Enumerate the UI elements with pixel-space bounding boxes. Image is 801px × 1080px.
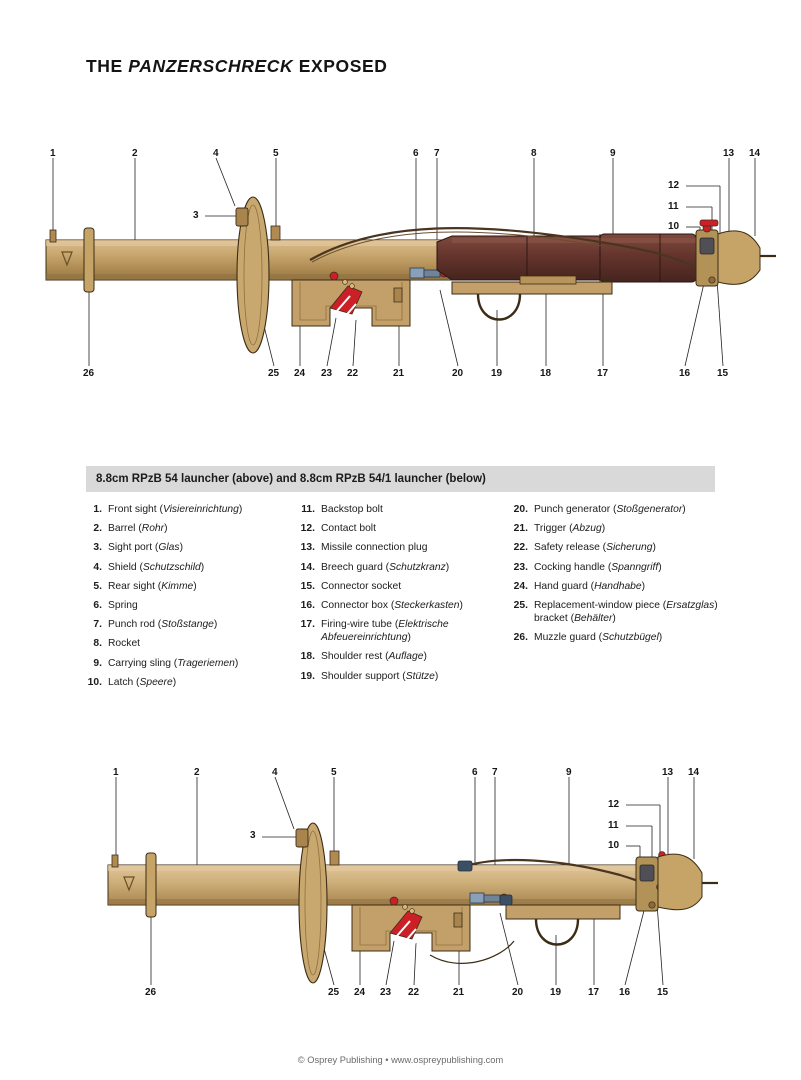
key-number: 7. [93, 619, 102, 631]
trigger-assembly [292, 272, 410, 326]
key-number: 2. [93, 523, 102, 535]
key-label: Trigger (Abzug) [534, 523, 606, 535]
callout-18: 18 [540, 368, 552, 379]
connector-box-2 [640, 865, 654, 881]
key-label: Safety release (Sicherung) [534, 542, 656, 554]
key-number: 4. [93, 561, 102, 573]
key-header [86, 466, 715, 492]
key-number: 23. [513, 561, 528, 573]
page-title [86, 56, 388, 77]
callout-b-17: 17 [588, 987, 600, 998]
rocket [437, 234, 696, 282]
callout-b-5: 5 [331, 767, 337, 778]
key-label: Barrel (Rohr) [108, 523, 168, 535]
key-label: Rear sight (Kimme) [108, 580, 197, 592]
key-label: Missile connection plug [321, 542, 428, 554]
front-sight [50, 230, 56, 242]
callout-4: 4 [213, 148, 219, 159]
blast-shield-2 [296, 823, 327, 983]
callout-b-22: 22 [408, 987, 420, 998]
connector-socket-2 [649, 902, 655, 908]
figure-rpzb54-1 [0, 745, 801, 1015]
key-number: 20. [513, 504, 528, 515]
key-label: Contact bolt [321, 523, 376, 535]
sight-port-2 [296, 829, 308, 847]
callout-b-6: 6 [472, 767, 478, 778]
callout-b-15: 15 [657, 987, 669, 998]
callout-b-14: 14 [688, 767, 700, 778]
key-label: Rocket [108, 638, 141, 650]
callout-21: 21 [393, 368, 405, 379]
key-label: Shoulder support (Stütze) [321, 670, 439, 682]
list-item [512, 599, 725, 625]
key-number: 8. [93, 638, 102, 650]
list-item [299, 503, 512, 516]
list-item [512, 561, 725, 574]
callout-16: 16 [679, 368, 691, 379]
title-post: EXPOSED [293, 56, 388, 76]
list-item [299, 670, 512, 683]
list-item [512, 580, 725, 593]
sling-mount-front [458, 861, 472, 871]
shoulder-rest-2 [506, 905, 620, 919]
list-item [86, 580, 299, 593]
list-item [86, 522, 299, 535]
key-number: 14. [300, 561, 315, 573]
callout-2: 2 [132, 148, 138, 159]
list-item [86, 561, 299, 574]
callout-15: 15 [717, 368, 729, 379]
key-label: Muzzle guard (Schutzbügel) [534, 632, 663, 644]
list-item [512, 522, 725, 535]
callout-b-3: 3 [250, 830, 256, 841]
key-number: 3. [93, 542, 102, 554]
callout-3: 3 [193, 210, 199, 221]
key-label: Replacement-window piece (Ersatzglas) bracket (Behälter) [534, 599, 718, 624]
key-number: 1. [93, 504, 102, 515]
muzzle-guard-2 [146, 853, 156, 917]
key-number: 11. [301, 504, 315, 515]
sling-mount-rear [500, 895, 512, 905]
list-item [512, 541, 725, 554]
list-item [86, 541, 299, 554]
key-label: Latch (Speere) [108, 676, 177, 688]
list-item [86, 637, 299, 650]
rear-sight-2 [330, 851, 339, 865]
shoulder-support [478, 294, 520, 320]
trigger-assembly-2 [352, 897, 470, 951]
callout-b-4: 4 [272, 767, 278, 778]
list-item [299, 580, 512, 593]
callout-20: 20 [452, 368, 464, 379]
callout-8: 8 [531, 148, 537, 159]
breech-guard-2 [658, 854, 702, 910]
key-list [86, 503, 726, 695]
list-item [299, 561, 512, 574]
callout-b-24: 24 [354, 987, 366, 998]
list-item [299, 650, 512, 663]
callout-b-21: 21 [453, 987, 465, 998]
callout-17: 17 [597, 368, 609, 379]
callout-13: 13 [723, 148, 735, 159]
list-item [86, 503, 299, 516]
callout-b-25: 25 [328, 987, 340, 998]
rear-sight [271, 226, 280, 240]
footer-copyright: © Osprey Publishing • www.ospreypublishing.com [297, 1055, 504, 1065]
callout-b-1: 1 [113, 767, 119, 778]
callout-b-9: 9 [566, 767, 572, 778]
key-label: Front sight (Visiereinrichtung) [108, 504, 243, 515]
breech-assembly-2 [636, 852, 718, 911]
key-label: Spring [108, 599, 138, 611]
callout-b-16: 16 [619, 987, 631, 998]
key-number: 24. [513, 580, 528, 592]
list-item [299, 618, 512, 644]
callout-19: 19 [491, 368, 503, 379]
key-label: Connector socket [321, 580, 402, 592]
callout-25: 25 [268, 368, 280, 379]
figure-rpzb54 [0, 130, 801, 400]
key-number: 15. [300, 580, 315, 592]
list-item [86, 599, 299, 612]
list-item [86, 676, 299, 689]
list-item [512, 631, 725, 644]
key-label: Backstop bolt [321, 504, 383, 515]
breech-guard [718, 231, 760, 285]
breech-assembly [696, 220, 776, 286]
key-number: 9. [93, 657, 102, 669]
key-header-label: 8.8cm RPzB 54 launcher (above) and 8.8cm RPzB 54/1 launcher (below) [96, 473, 486, 485]
front-sight-2 [112, 855, 118, 867]
key-label: Firing-wire tube (Elektrische Abfeuereinrichtung) [321, 619, 449, 644]
backstop-bolt [700, 220, 718, 226]
callout-b-7: 7 [492, 767, 498, 778]
list-item [512, 503, 725, 516]
callout-23: 23 [321, 368, 333, 379]
list-item [299, 522, 512, 535]
key-number: 10. [87, 676, 102, 688]
connector-box [700, 238, 714, 254]
callout-b-13: 13 [662, 767, 674, 778]
callout-1: 1 [50, 148, 56, 159]
key-label: Cocking handle (Spanngriff) [534, 561, 662, 573]
callout-b-2: 2 [194, 767, 200, 778]
callout-9: 9 [610, 148, 616, 159]
key-number: 16. [300, 599, 315, 611]
shoulder-support-2 [536, 919, 578, 945]
list-item [299, 541, 512, 554]
callout-b-23: 23 [380, 987, 392, 998]
blast-shield [236, 197, 269, 353]
title-pre: THE [86, 56, 129, 76]
callout-14: 14 [749, 148, 761, 159]
callout-b-19: 19 [550, 987, 562, 998]
key-number: 26. [513, 632, 528, 644]
key-label: Shield (Schutzschild) [108, 561, 205, 573]
title-italic: PANZERSCHRECK [128, 56, 294, 76]
muzzle-guard [84, 228, 94, 292]
callout-b-11: 11 [608, 820, 619, 831]
key-label: Breech guard (Schutzkranz) [321, 561, 450, 573]
callout-5: 5 [273, 148, 279, 159]
key-label: Sight port (Glas) [108, 542, 183, 554]
list-item [299, 599, 512, 612]
launcher-tube-2 [108, 865, 648, 905]
callout-22: 22 [347, 368, 359, 379]
key-number: 18. [300, 651, 315, 663]
key-number: 19. [300, 670, 315, 682]
key-label: Punch generator (Stoßgenerator) [534, 504, 686, 515]
callout-26: 26 [83, 368, 95, 379]
key-label: Carrying sling (Trageriemen) [108, 657, 239, 669]
key-label: Punch rod (Stoßstange) [108, 619, 218, 631]
key-label: Connector box (Steckerkasten) [321, 599, 463, 611]
callout-b-26: 26 [145, 987, 157, 998]
callout-b-10: 10 [608, 840, 620, 851]
callout-12: 12 [668, 180, 680, 191]
list-item [86, 657, 299, 670]
trigger-2 [454, 913, 462, 927]
connector-socket [709, 277, 715, 283]
key-number: 25. [513, 599, 528, 611]
key-number: 12. [300, 523, 315, 535]
list-item [86, 618, 299, 631]
callout-b-12: 12 [608, 799, 620, 810]
callout-6: 6 [413, 148, 419, 159]
callout-11: 11 [668, 201, 679, 212]
key-number: 22. [513, 542, 528, 554]
key-label: Shoulder rest (Auflage) [321, 651, 427, 663]
callout-7: 7 [434, 148, 440, 159]
callout-b-20: 20 [512, 987, 524, 998]
key-column-1 [86, 503, 299, 695]
callout-10: 10 [668, 221, 680, 232]
key-number: 5. [93, 580, 102, 592]
key-number: 13. [300, 542, 315, 554]
key-number: 6. [93, 599, 102, 611]
key-column-2 [299, 503, 512, 695]
key-column-3 [512, 503, 725, 695]
key-label: Hand guard (Handhabe) [534, 580, 646, 592]
key-number: 21. [513, 523, 528, 535]
key-number: 17. [300, 619, 315, 631]
callout-24: 24 [294, 368, 306, 379]
